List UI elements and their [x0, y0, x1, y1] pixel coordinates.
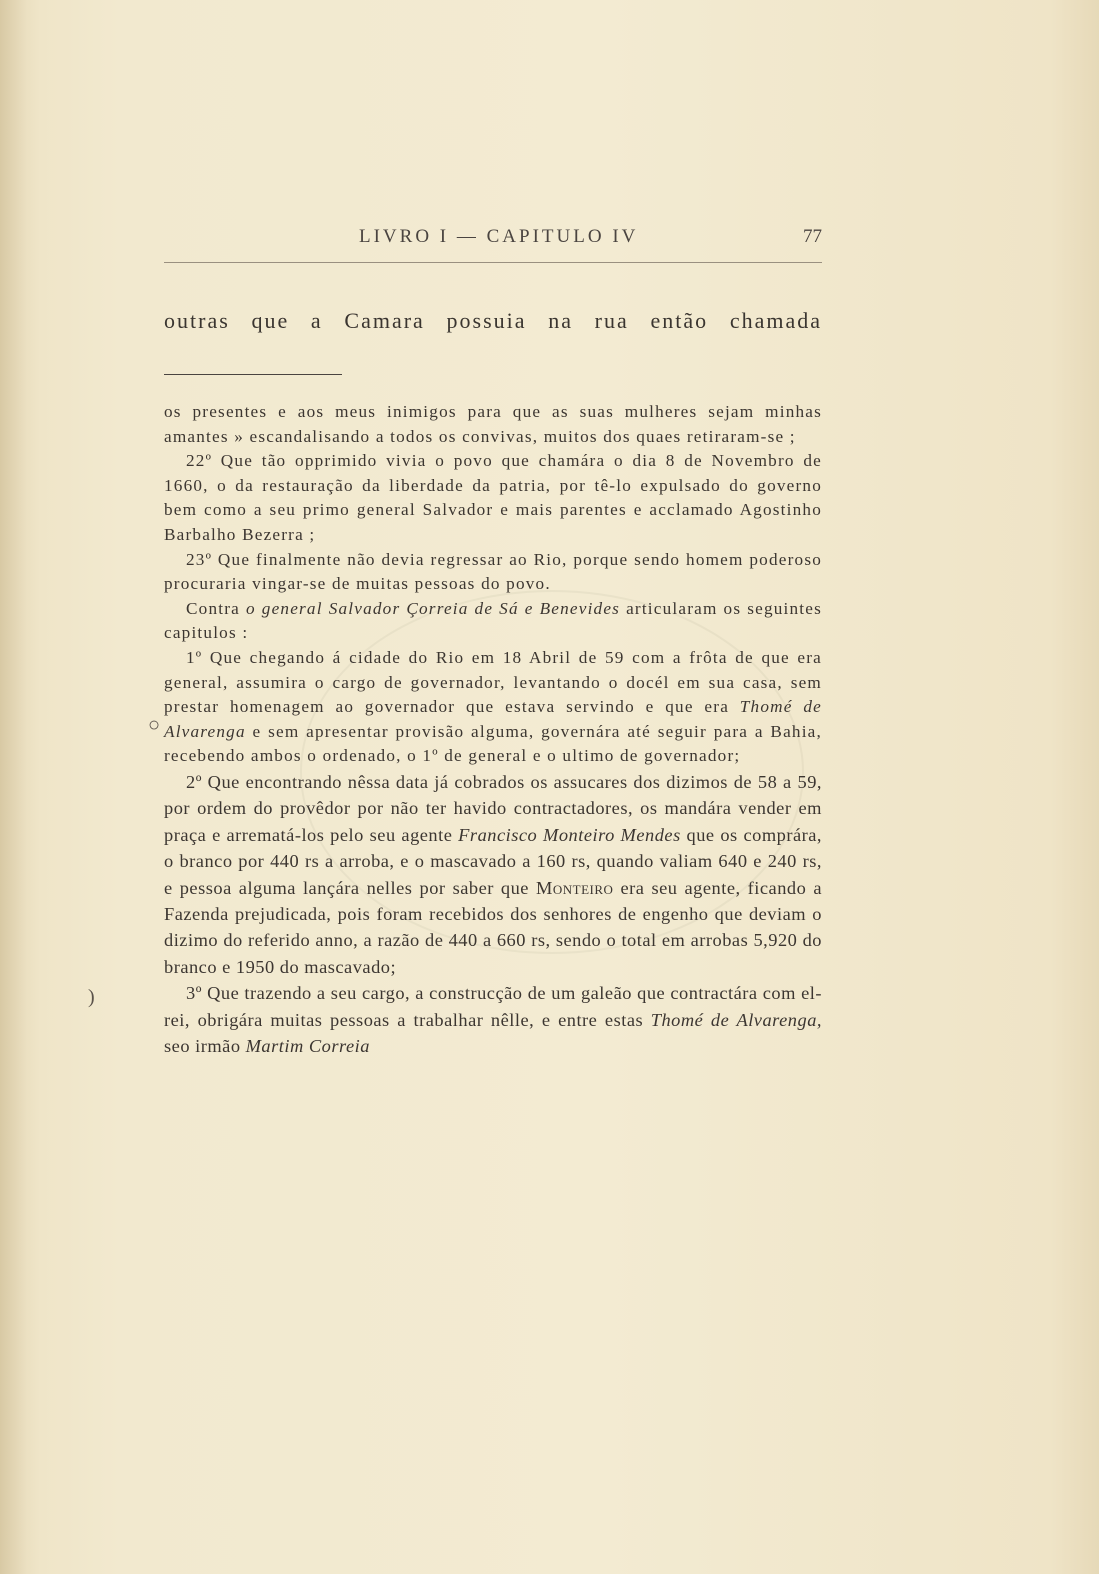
text-run: 2º Que encontrando nêssa data já cobrados os assucares dos dizimos de 58 a 59, por ordem do provêdor por não ter havido contractadores, os mandára vender em praça e arrematá-los pelo seu agente [164, 771, 822, 845]
italic-name: Thomé de Alvarenga, [650, 1009, 822, 1030]
paragraph-2o [164, 769, 822, 980]
paragraph-3o [164, 980, 822, 1059]
lower-text-block [164, 769, 822, 1059]
paragraph-23: 23º Que finalmente não devia regressar ao Rio, porque sendo homem poderoso procuraria vingar-se de muitas pessoas do povo. [164, 549, 822, 594]
header-rule [164, 262, 822, 263]
text-run: era seu agente, ficando a Fazenda prejudicada, pois foram recebidos dos senhores de engenho que deviam o dizimo do referido anno, a razão de 440 a 660 rs, sendo o total em arrobas 5,920 do branco e 1950 do mascavado; [164, 877, 822, 977]
running-head: LIVRO I — CAPITULO IV [359, 226, 639, 247]
italic-name: Thomé de Alvarenga [164, 697, 822, 741]
margin-ring-mark: ○ [148, 714, 161, 736]
paragraph-1o [164, 646, 822, 769]
page-number: 77 [803, 226, 822, 247]
italic-name: Martim Correia [245, 1035, 370, 1056]
paragraph-22: 22º Que tão opprimido vivia o povo que chamára o dia 8 de Novembro de 1660, o da restauração da liberdade da patria, por tê-lo expulsado do governo bem como a seu primo general Salvador e mais parentes e acclamado Agostinho Barbalho Bezerra ; [164, 451, 822, 544]
page-spine [0, 0, 28, 1574]
body-text [164, 400, 822, 1059]
italic-name: o general Salvador Çorreia de Sá e Benevides [245, 598, 621, 618]
text-run: seo irmão [164, 1035, 246, 1056]
paragraph-1: os presentes e aos meus inimigos para que as suas mulheres sejam minhas amantes » escandalisando a todos os convivas, muitos dos quaes retiraram-se ; [164, 402, 822, 446]
italic-name: Francisco Monteiro Mendes [458, 824, 681, 845]
text-run: 1º Que chegando á cidade do Rio em 18 Abril de 59 com a frôta de que era general, assumira o cargo de governador, levantando o docél em sua casa, sem prestar homenagem ao governador que estava servindo e que era [164, 647, 822, 717]
text-run: Contra [186, 598, 246, 618]
margin-bracket-mark: ) [88, 986, 95, 1008]
paragraph-contra [164, 597, 822, 646]
text-run: e sem apresentar provisão alguma, governára até seguir para a Bahia, recebendo ambos o ordenado, o 1º de general e o ultimo de governador; [164, 721, 822, 766]
first-line: outras que a Camara possuia na rua então chamada [164, 308, 822, 333]
text-run: articularam os seguintes capitulos : [164, 598, 822, 643]
text-run: 3º Que trazendo a seu cargo, a construcção de um galeão que contractára com el-rei, obrigára muitas pessoas a trabalhar nêlle, e entre estas [164, 983, 822, 1030]
small-caps-name: Monteiro [536, 877, 614, 898]
page-header [164, 226, 822, 250]
section-rule [164, 374, 342, 375]
text-run: que os comprára, o branco por 440 rs a arroba, e o mascavado a 160 rs, quando valiam 640 e 240 rs, e pessoa alguma lançára nelles por saber que [164, 824, 823, 898]
